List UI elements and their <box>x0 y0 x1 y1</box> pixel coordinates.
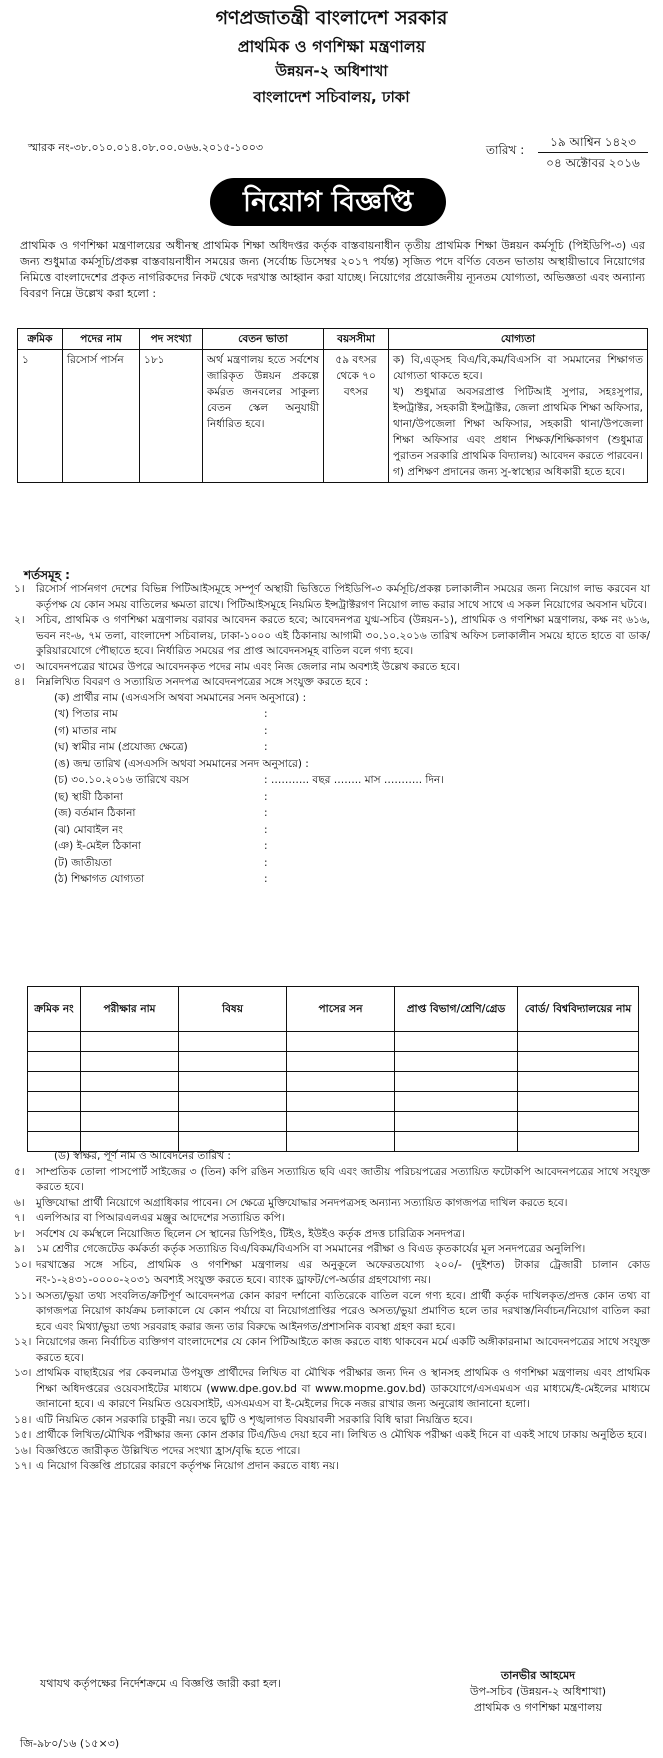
col-serial: ক্রমিক <box>18 329 63 350</box>
field-label: (চ) ৩০.১০.২০১৬ তারিখে বয়স <box>54 774 189 786</box>
field-value: : <box>264 823 268 836</box>
posts-table <box>17 328 648 483</box>
table-cell <box>81 1072 179 1092</box>
term-number: ৯। <box>14 1243 25 1255</box>
field-row <box>54 724 650 741</box>
term-item <box>14 1289 650 1336</box>
field-value: : <box>264 807 268 819</box>
field-label: (ক) প্রার্থীর নাম (এসএসসি অথবা সমমানের সনদ অনুসারে) : <box>54 691 307 704</box>
term-number: ৪। <box>14 676 25 688</box>
field-label: (খ) পিতার নাম <box>54 708 118 720</box>
field-row <box>54 872 650 889</box>
term-text: এটি নিয়মিত কোন সরকারি চাকুরী নয়। তবে ছুটি ও শৃঙ্খলাগত বিষয়াবলী সরকারি বিধি দ্বারা নিয়ন্ত্রিত হবে। <box>36 1413 473 1426</box>
posts-header-row <box>18 329 648 350</box>
table-row <box>28 1032 639 1052</box>
exam-col-serial: ক্রমিক নং <box>28 987 81 1032</box>
notice-title: নিয়োগ বিজ্ঞপ্তি <box>210 178 446 226</box>
exam-body <box>28 1032 639 1152</box>
table-cell <box>179 1052 287 1072</box>
term-number: ১০। <box>14 1258 32 1271</box>
field-value: : <box>264 741 268 753</box>
term-text: প্রার্থীকে লিখিত/মৌখিক পরীক্ষার জন্য কোন প্রকার টিএ/ডিএ দেয়া হবে না। লিখিত ও মৌখিক পরীক্ষা একই দিনে বা একই সাথে ঢাকায় অনুষ্ঠিত হবে। <box>36 1429 647 1441</box>
qualification-c: গ) প্রশিক্ষণ প্রদানের জন্য সু-স্বাস্থ্যের অধিকারী হতে হবে। <box>393 466 625 478</box>
cell-qualification <box>389 350 648 483</box>
field-value: : <box>264 724 268 737</box>
cell-serial: ১ <box>18 350 63 483</box>
field-row <box>54 740 650 757</box>
table-row <box>28 1092 639 1112</box>
signer-title: উপ-সচিব (উন্নয়ন-২ অধিশাখা) <box>469 1685 607 1698</box>
table-cell <box>287 1092 395 1112</box>
field-value: : <box>264 790 268 803</box>
term-number: ১১। <box>14 1289 32 1302</box>
cell-post: রিসোর্স পার্সন <box>63 350 140 483</box>
term-number: ১৪। <box>14 1413 32 1426</box>
term-item <box>14 1165 650 1196</box>
cell-count: ১৮১ <box>140 350 203 483</box>
field-label: (গ) মাতার নাম <box>54 724 117 737</box>
term-text: মুক্তিযোদ্ধা প্রার্থী নিয়োগে অগ্রাধিকার পাবেন। সে ক্ষেত্রে মুক্তিযোদ্ধার সনদপত্রসহ অন্যান্য সত্যায়িত কাগজপত্র দাখিল করতে হবে। <box>36 1196 568 1209</box>
col-salary: বেতন ভাতা <box>203 329 324 350</box>
table-cell <box>287 1032 395 1052</box>
table-cell <box>179 1032 287 1052</box>
table-cell <box>395 1032 518 1052</box>
term-text: ১ম শ্রেণীর গেজেটেড কর্মকর্তা কর্তৃক সত্যায়িত বিএ/বিকম/বিএসসি বা সমমানের পরীক্ষা ও বিএড কৃতকার্যের মূল সনদপত্রের অনুলিপি। <box>36 1243 586 1255</box>
field-row <box>54 707 650 724</box>
date-block <box>538 132 648 173</box>
field-value: : <box>264 708 268 720</box>
signer-name: তানভীর আহমেদ <box>500 1669 576 1682</box>
term-item <box>14 1211 650 1227</box>
field-label: (ঠ) শিক্ষাগত যোগ্যতা <box>54 873 145 885</box>
exam-col-division: প্রাপ্ত বিভাগ/শ্রেণি/গ্রেড <box>395 987 518 1032</box>
field-label: (ঘ) স্বামীর নাম (প্রযোজ্য ক্ষেত্রে) <box>54 741 188 753</box>
term-text: নিম্নলিখিত বিবরণ ও সত্যায়িত সনদপত্র আবেদনপত্রের সঙ্গে সংযুক্ত করতে হবে : <box>36 676 369 688</box>
term-item <box>14 1366 650 1413</box>
date-bangla: ১৯ আশ্বিন ১৪২৩ <box>538 132 648 153</box>
table-cell <box>81 1092 179 1112</box>
table-cell <box>179 1092 287 1112</box>
term-number: ২। <box>14 614 25 626</box>
applicant-fields <box>54 691 650 889</box>
table-cell <box>287 1072 395 1092</box>
cell-salary: অর্থ মন্ত্রণালয় হতে সর্বশেষ জারিকৃত উন্নয়ন প্রকল্পে কর্মরত জনবলের সাকুল্য বেতন স্কেল অনুযায়ী নির্ধারিত হবে। <box>203 350 324 483</box>
field-row <box>54 757 650 774</box>
term-text: এলপিআর বা পিআরএলএর মঞ্জুর আদেশের সত্যায়িত কপি। <box>36 1212 285 1224</box>
field-row <box>54 691 650 708</box>
date-label: তারিখ : <box>486 143 525 157</box>
table-cell <box>28 1052 81 1072</box>
memo-number: স্মারক নং-৩৮.০১০.০১৪.০৮.০০.০৬৬.২০১৫-১০০৩ <box>28 141 264 154</box>
exam-col-exam: পরীক্ষার নাম <box>81 987 179 1032</box>
term-number: ৬। <box>14 1196 25 1209</box>
field-row <box>54 790 650 807</box>
table-cell <box>287 1052 395 1072</box>
term-number: ৭। <box>14 1212 25 1224</box>
field-label: (জ) বর্তমান ঠিকানা <box>54 807 136 819</box>
table-row <box>28 1112 639 1132</box>
signature-line <box>14 1149 650 1165</box>
col-age: বয়সসীমা <box>324 329 389 350</box>
term-number: ১৩। <box>14 1367 32 1379</box>
table-cell <box>28 1112 81 1132</box>
field-value: : <box>264 873 268 885</box>
term-number: ১৫। <box>14 1429 32 1441</box>
ministry-name: প্রাথমিক ও গণশিক্ষা মন্ত্রণালয় <box>237 37 426 56</box>
term-text: রিসোর্স পার্সনগণ দেশের বিভিন্ন পিটিআইসমূহে সম্পূর্ণ অস্থায়ী ভিত্তিতে পিইডিপি-৩ কর্মসূচি/প্রকল্প চলাকালীন সময়ের জন্য নিয়োগ লাভ করবেন যা কর্তৃপক্ষ যে কোন সময় বাতিলের ক্ষমতা রাখে। পিটিআইসমূহে নিয়মিত ইন্সট্রাক্টরগণ নিয়োগ লাভ করার সাথে সাথে এ সকল নিয়োগের অবসান ঘটবে। <box>36 583 650 611</box>
terms-list-1 <box>14 582 650 889</box>
field-row <box>54 806 650 823</box>
term-item <box>14 675 650 691</box>
govt-name: গণপ্রজাতন্ত্রী বাংলাদেশ সরকার <box>215 7 448 29</box>
term-text: দরখাস্তের সঙ্গে সচিব, প্রাথমিক ও গণশিক্ষা মন্ত্রণালয় এর অনুকূলে অফেরতযোগ্য ২০০/- (দুইশত) টাকার ট্রেজারী চালান কোড নং-১-২৪৩১-০০০০-২০৩১ অবশ্যই সংযুক্ত করতে হবে। ব্যাংক ড্রাফট/পে-অর্ডার গ্রহণযোগ্য নয়। <box>36 1258 650 1286</box>
field-label: (ছ) স্থায়ী ঠিকানা <box>54 790 123 803</box>
term-number <box>14 1149 54 1165</box>
secretariat-name: বাংলাদেশ সচিবালয়, ঢাকা <box>253 88 410 106</box>
term-item <box>14 1242 650 1258</box>
term-text: নিয়োগের জন্য নির্বাচিত ব্যক্তিগণ বাংলাদেশের যে কোন পিটিআইতে কাজ করতে বাধ্য থাকবেন মর্মে একটি অঙ্গীকারনামা আবেদনপত্রের সাথে সংযুক্ত করতে হবে। <box>36 1336 650 1364</box>
term-item <box>14 1428 650 1444</box>
terms-list-2 <box>14 1149 650 1475</box>
field-row <box>54 823 650 840</box>
term-item <box>14 1444 650 1460</box>
table-cell <box>518 1072 639 1092</box>
field-label: (ট) জাতীয়তা <box>54 856 112 869</box>
table-cell <box>518 1052 639 1072</box>
table-cell <box>28 1092 81 1112</box>
table-cell <box>81 1112 179 1132</box>
field-value: : ……….. বছর …….. মাস ……….. দিন। <box>264 774 444 786</box>
table-cell <box>518 1092 639 1112</box>
field-row <box>54 856 650 873</box>
exam-col-board: বোর্ড/ বিশ্ববিদ্যালয়ের নাম <box>518 987 639 1032</box>
table-cell <box>81 1032 179 1052</box>
term-item <box>14 1258 650 1289</box>
term-number: ১৭। <box>14 1460 32 1472</box>
issue-statement: যথাযথ কর্তৃপক্ষের নির্দেশক্রমে এ বিজ্ঞপ্তি জারী করা হল। <box>40 1677 281 1690</box>
notice-code: জি-৯৮০/১৬ (১৫×৩) <box>20 1737 120 1750</box>
table-cell <box>287 1112 395 1132</box>
field-value: : <box>264 840 268 852</box>
qualification-b: খ) শুধুমাত্র অবসরপ্রাপ্ত পিটিআই সুপার, সহঃসুপার, ইন্সট্রাক্টর, সহকারী ইন্সট্রাক্টর, জেলা প্রাথমিক শিক্ষা অফিসার, থানা/উপজেলা শিক্ষা অফিসার, সহকারী থানা/উপজেলা শিক্ষা অফিসার এবং প্রধান শিক্ষক/শিক্ষিকাগণ (শুধুমাত্র পুরাতন সরকারি প্রাথমিক বিদ্যালয়) আবেদন করতে পারবেন। <box>393 386 643 462</box>
exam-header-row <box>28 987 639 1032</box>
term-text: প্রাথমিক বাছাইয়ের পর কেবলমাত্র উপযুক্ত প্রার্থীদের লিখিত বা মৌখিক পরীক্ষার জন্য দিন ও স্থানসহ প্রাথমিক ও গণশিক্ষা মন্ত্রণালয় এবং প্রাথমিক শিক্ষা অধিদপ্তরের ওয়েবসাইটের মাধ্যমে (www.dpe.gov.bd বা www.mopme.gov.bd) ডাকযোগে/এসএমএস এর মাধ্যমে/ই-মেইলের মাধ্যমে জানানো হবে। এ কারণে নিয়মিত ওয়েবসাইট, এসএমএস বা ই-মেইলের দিকে নজর রাখার জন্য অনুরোধ জানানো হলো। <box>36 1367 650 1410</box>
terms-heading: শর্তসমূহ : <box>24 568 70 582</box>
intro-paragraph: প্রাথমিক ও গণশিক্ষা মন্ত্রণালয়ের অধীনস্থ প্রাথমিক শিক্ষা অধিদপ্তর কর্তৃক বাস্তবায়নাধীন তৃতীয় প্রাথমিক শিক্ষা উন্নয়ন কর্মসূচি (পিইডিপি-৩) এর জন্য শুধুমাত্র কর্মসূচি/প্রকল্প বাস্তবায়নাধীন সময়ের জন্য (সর্বোচ্চ ডিসেম্বর ২০১৭ পর্যন্ত) সৃজিত পদে বর্ণিত বেতন ভাতায় অস্থায়ীভাবে নিয়োগের নিমিত্তে বাংলাদেশের প্রকৃত নাগরিকদের নিকট থেকে দরখাস্ত আহ্বান করা যাচ্ছে। নিয়োগের প্রয়োজনীয় ন্যূনতম যোগ্যতা, অভিজ্ঞতা এবং অন্যান্য বিবরণ নিম্নে উল্লেখ করা হলো : <box>20 239 645 300</box>
exam-col-year: পাসের সন <box>287 987 395 1032</box>
signature-block <box>438 1668 638 1716</box>
table-cell <box>81 1052 179 1072</box>
table-cell <box>28 1032 81 1052</box>
term-item <box>14 1413 650 1429</box>
table-cell <box>28 1072 81 1092</box>
table-cell <box>518 1032 639 1052</box>
qualification-a: ক) বি,এড্সহ বিএ/বি,কম/বিএসসি বা সমমানের শিক্ষাগত যোগ্যতা থাকতে হবে। <box>393 354 643 382</box>
field-label: (ঙ) জন্ম তারিখ (এসএসসি অথবা সমমানের সনদ অনুসারে) : <box>54 757 309 770</box>
term-text: সাম্প্রতিক তোলা পাসপোর্ট সাইজের ৩ (তিন) কপি রঙিন সত্যায়িত ছবি এবং জাতীয় পরিচয়পত্রের সত্যায়িত ফটোকপি আবেদনপত্রের সাথে সংযুক্ত করতে হবে। <box>36 1165 650 1193</box>
col-count: পদ সংখ্যা <box>140 329 203 350</box>
field-value: : <box>264 856 268 869</box>
col-qualification: যোগ্যতা <box>389 329 648 350</box>
table-cell <box>395 1092 518 1112</box>
signer-office: প্রাথমিক ও গণশিক্ষা মন্ত্রণালয় <box>474 1701 602 1714</box>
term-number: ১। <box>14 583 25 595</box>
table-row <box>18 350 648 483</box>
date-english: ০৪ অক্টোবর ২০১৬ <box>546 156 640 170</box>
term-item <box>14 613 650 660</box>
table-cell <box>395 1052 518 1072</box>
wing-name: উন্নয়ন-২ অধিশাখা <box>275 62 388 80</box>
term-number: ৩। <box>14 660 25 673</box>
term-text: বিজ্ঞপ্তিতে জারীকৃত উল্লিখিত পদের সংখ্যা হ্রাস/বৃদ্ধি হতে পারে। <box>36 1444 301 1457</box>
cell-age: ৫৯ বৎসর থেকে ৭০ বৎসর <box>324 350 389 483</box>
table-cell <box>179 1072 287 1092</box>
table-cell <box>395 1112 518 1132</box>
field-label: (ঝ) মোবাইল নং <box>54 823 123 836</box>
field-row <box>54 839 650 856</box>
term-item <box>14 1459 650 1475</box>
term-text: (ড) স্বাক্ষর, পূর্ণ নাম ও আবেদনের তারিখ : <box>54 1150 231 1162</box>
term-item <box>14 1227 650 1243</box>
table-cell <box>518 1112 639 1132</box>
term-item <box>14 1335 650 1366</box>
table-cell <box>179 1112 287 1132</box>
term-text: সচিব, প্রাথমিক ও গণশিক্ষা মন্ত্রণালয় বরাবর আবেদন করতে হবে; আবেদনপত্র যুগ্ম-সচিব (উন্নয়ন-১), প্রাথমিক ও গণশিক্ষা মন্ত্রণালয়, কক্ষ নং ৬১৬, ভবন নং-৬, ৭ম তলা, বাংলাদেশ সচিবালয়, ঢাকা-১০০০ এই ঠিকানায় আগামী ৩০.১০.২০১৬ তারিখ অফিস চলাকালীন সময়ে হাতে হাতে বা ডাক/কুরিয়ারযোগে পৌছাতে হবে। নির্ধারিত সময়ের পর প্রাপ্ত আবেদনসমূহ বাতিল বলে গণ্য হবে। <box>36 614 650 657</box>
term-number: ১৬। <box>14 1444 32 1457</box>
col-post: পদের নাম <box>63 329 140 350</box>
field-row <box>54 773 650 790</box>
table-cell <box>395 1072 518 1092</box>
term-text: অসত্য/ভুয়া তথ্য সংবলিত/ক্রটিপূর্ণ আবেদনপত্র কোন কারণ দর্শানো ব্যতিরেকে বাতিল বলে গণ্য হবে। প্রার্থী কর্তৃক দাখিলকৃত/প্রদত্ত কোন তথ্য বা কাগজপত্র নিয়োগ কার্যক্রম চলাকালে যে কোন পর্যায়ে বা নিয়োগপ্রাপ্তির পরেও অসত্য/ভুয়া প্রমাণিত হলে তার দরখাস্ত/নির্বাচন/নিয়োগ বাতিল করা হবে এবং মিথ্যা/ভুয়া তথ্য সরবরাহ করার জন্য তার বিরুদ্ধে আইনগত/প্রশাসনিক ব্যবস্থা গ্রহণ করা হবে। <box>36 1289 650 1333</box>
term-text: এ নিয়োগ বিজ্ঞপ্তি প্রচারের কারণে কর্তৃপক্ষ নিয়োগ প্রদান করতে বাধ্য নয়। <box>36 1460 339 1472</box>
term-number: ৮। <box>14 1227 25 1240</box>
term-number: ৫। <box>14 1165 25 1178</box>
field-label: (ঞ) ই-মেইল ঠিকানা <box>54 840 141 852</box>
term-item <box>14 1196 650 1212</box>
term-item <box>14 582 650 613</box>
term-item <box>14 660 650 676</box>
table-row <box>28 1072 639 1092</box>
term-text: আবেদনপত্রের খামের উপরে আবেদনকৃত পদের নাম এবং নিজ জেলার নাম অবশ্যই উল্লেখ করতে হবে। <box>36 660 460 673</box>
term-text: সর্বশেষ যে কর্মস্থলে নিয়োজিত ছিলেন সে স্থানের ডিপিইও, টিইও, ইউইও কর্তৃক প্রদত্ত চারিত্রিক সনদপত্র। <box>36 1227 465 1240</box>
exam-table <box>27 986 639 1152</box>
term-number: ১২। <box>14 1336 32 1348</box>
exam-col-subject: বিষয় <box>179 987 287 1032</box>
table-row <box>28 1052 639 1072</box>
